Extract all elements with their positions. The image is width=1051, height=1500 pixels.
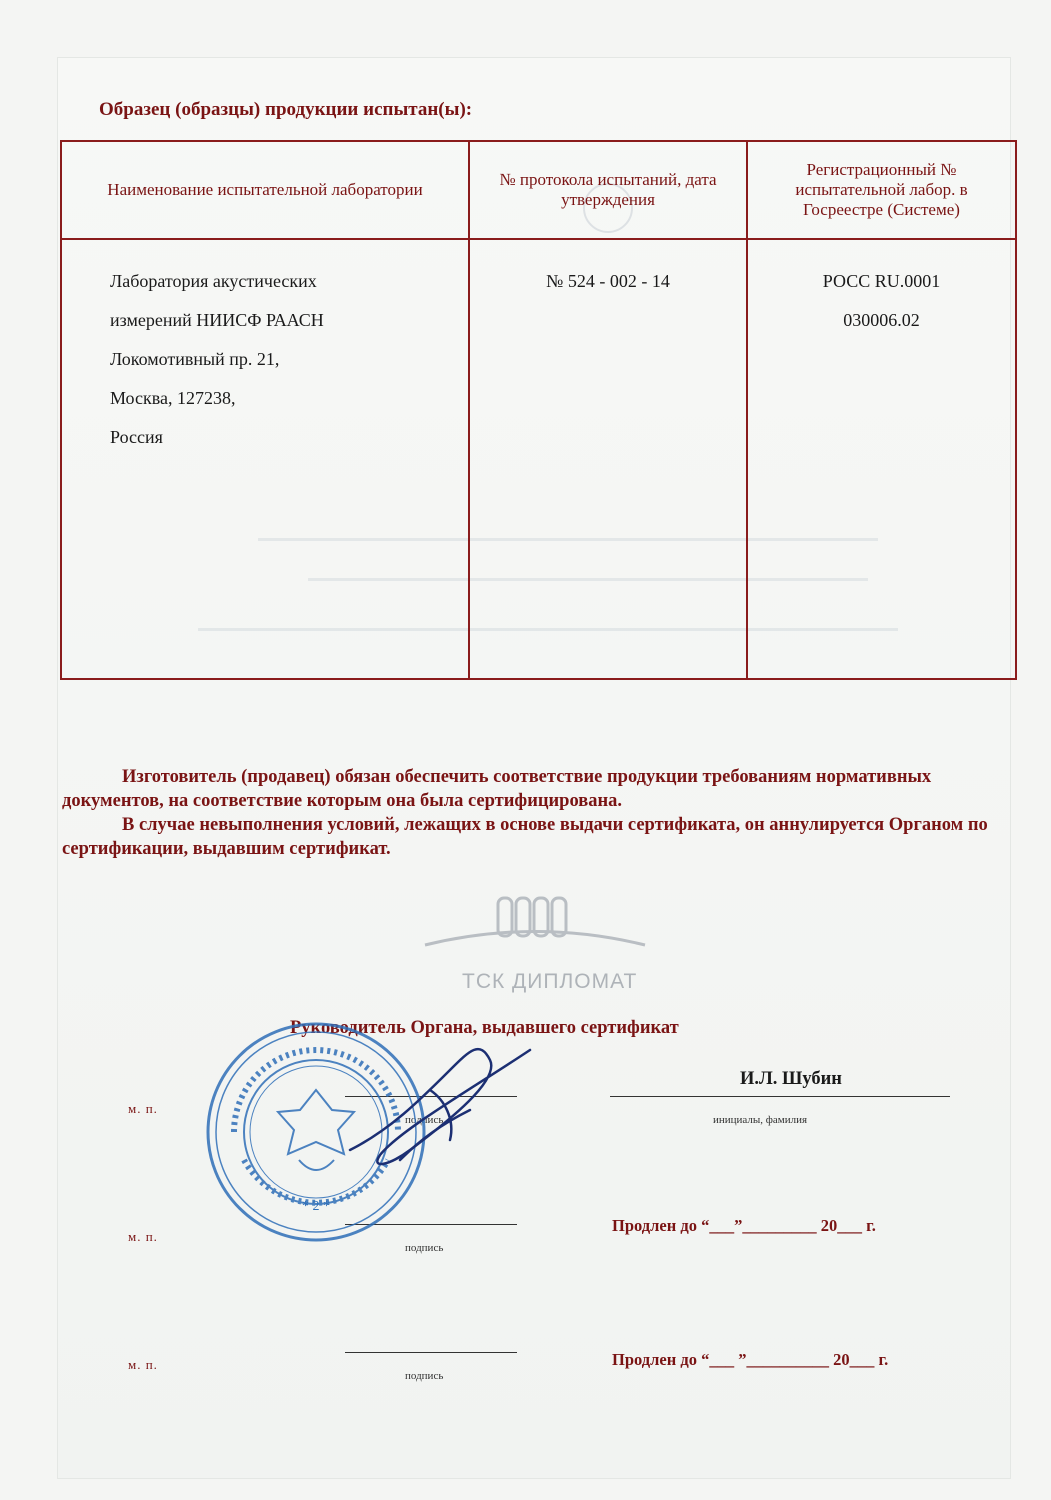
signature-caption: подпись bbox=[405, 1370, 444, 1382]
signature-line bbox=[345, 1352, 517, 1353]
extension-line: Продлен до “___”_________ 20___ г. bbox=[612, 1216, 876, 1235]
protocol-cell bbox=[469, 239, 747, 679]
signer-name: И.Л. Шубин bbox=[740, 1069, 842, 1089]
seal-place-label: м. п. bbox=[128, 1101, 158, 1116]
lab-line: измерений НИИСФ РААСН bbox=[110, 310, 324, 330]
protocol-number: № 524 - 002 - 14 bbox=[546, 271, 670, 291]
header-registration: Регистрационный № испытательной лабор. в Госреестре (Системе) bbox=[747, 141, 1016, 239]
registration-line: 030006.02 bbox=[843, 310, 920, 330]
registration-cell bbox=[747, 239, 1016, 679]
lab-line: Россия bbox=[110, 427, 163, 447]
extension-line: Продлен до “___ ”__________ 20___ г. bbox=[612, 1350, 889, 1369]
laboratory-table bbox=[60, 140, 1017, 680]
registration-line: РОСС RU.0001 bbox=[822, 271, 941, 291]
seal-place-label: м. п. bbox=[128, 1357, 158, 1372]
lab-line: Лаборатория акустических bbox=[110, 271, 317, 291]
signature-caption: подпись bbox=[405, 1242, 444, 1254]
manufacturer-notice bbox=[62, 765, 1022, 861]
head-of-body-title: Руководитель Органа, выдавшего сертификат bbox=[290, 1018, 679, 1038]
lab-name-cell bbox=[61, 239, 469, 679]
header-lab-name: Наименование испытательной лаборатории bbox=[61, 141, 469, 239]
notice-paragraph: Изготовитель (продавец) обязан обеспечить соответствие продукции требованиям нормативных документов, на соответствие которым она была сертифицирована. bbox=[62, 767, 932, 811]
seal-place-label: м. п. bbox=[128, 1229, 158, 1244]
lab-line: Москва, 127238, bbox=[110, 388, 236, 408]
header-protocol: № протокола испытаний, дата утверждения bbox=[469, 141, 747, 239]
initials-caption: инициалы, фамилия bbox=[713, 1114, 808, 1126]
signature-caption: подпись bbox=[405, 1114, 444, 1126]
initials-line bbox=[610, 1096, 950, 1097]
watermark-text: ТСК ДИПЛОМАТ bbox=[462, 970, 638, 993]
lab-line: Локомотивный пр. 21, bbox=[110, 349, 280, 369]
notice-paragraph: В случае невыполнения условий, лежащих в основе выдачи сертификата, он аннулируется Органом по сертификации, выдавшим сертификат. bbox=[62, 815, 988, 859]
svg-text:* 2 *: * 2 * bbox=[302, 1199, 330, 1214]
tested-samples-heading: Образец (образцы) продукции испытан(ы): bbox=[99, 99, 473, 120]
handwritten-signature-icon bbox=[330, 1030, 560, 1190]
